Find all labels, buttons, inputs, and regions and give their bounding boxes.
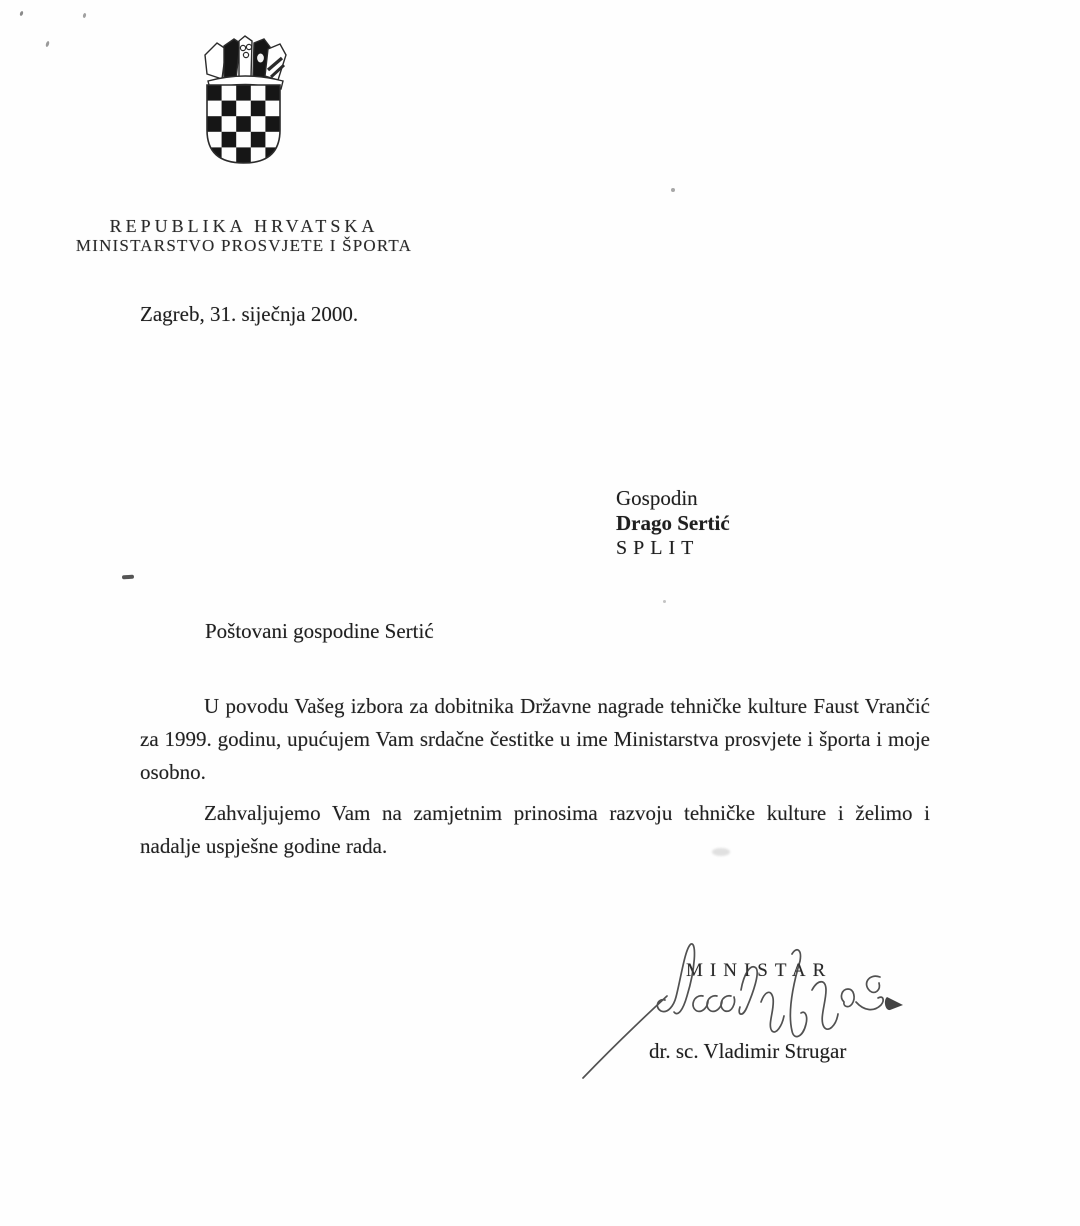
letter-body xyxy=(140,690,930,871)
signer-name: dr. sc. Vladimir Strugar xyxy=(649,1039,847,1063)
scan-dash-mark xyxy=(122,575,134,580)
scan-speck xyxy=(45,41,50,48)
recipient-city: SPLIT xyxy=(616,537,700,559)
recipient-block xyxy=(616,486,730,561)
signature-title: MINISTAR xyxy=(686,960,833,981)
letterhead xyxy=(64,216,424,256)
recipient-name: Drago Sertić xyxy=(616,511,730,535)
recipient-title: Gospodin xyxy=(616,486,698,510)
dateline: Zagreb, 31. siječnja 2000. xyxy=(140,302,359,326)
scan-speck xyxy=(663,600,666,603)
croatian-coat-of-arms-icon xyxy=(199,32,291,166)
handwritten-signature xyxy=(575,928,995,1080)
salutation: Poštovani gospodine Sertić xyxy=(205,619,434,643)
scan-speck xyxy=(19,11,24,17)
scan-speck xyxy=(82,13,86,19)
letterhead-country: REPUBLIKA HRVATSKA xyxy=(109,216,379,236)
scan-smudge xyxy=(712,848,730,856)
body-paragraph-1: U povodu Vašeg izbora za dobitnika Državne nagrade tehničke kulture Faust Vrančić za 1999. godinu, upućujem Vam srdačne čestitke u ime Ministarstva prosvjete i športa i moje osobno. xyxy=(140,694,930,784)
letterhead-ministry: MINISTARSTVO PROSVJETE I ŠPORTA xyxy=(75,236,413,255)
body-paragraph-2: Zahvaljujemo Vam na zamjetnim prinosima razvoju tehničke kulture i želimo i nadalje uspješne godine rada. xyxy=(140,801,930,858)
scan-speck xyxy=(671,188,675,192)
